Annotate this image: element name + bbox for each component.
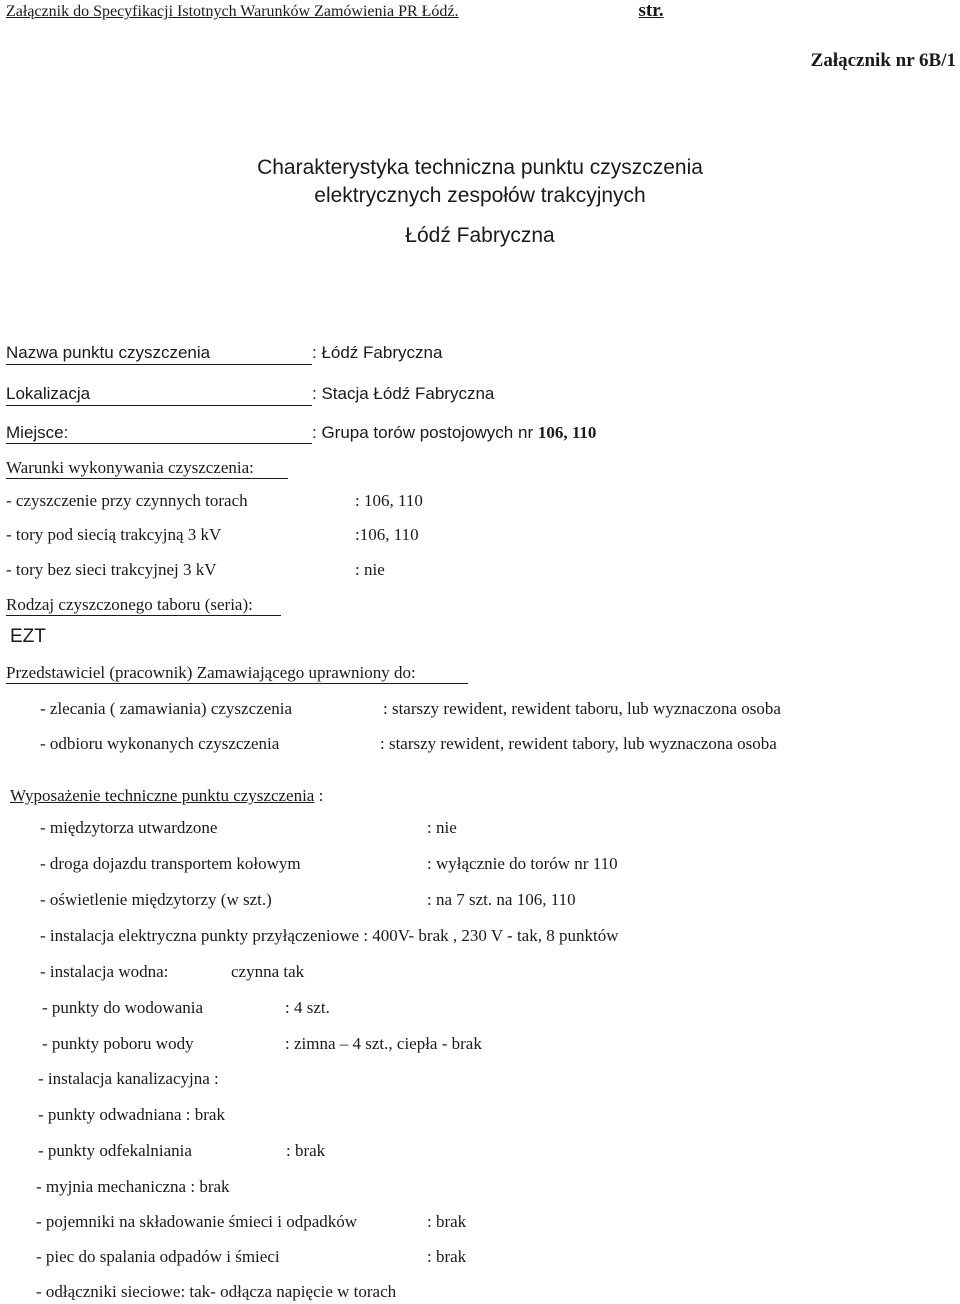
equipment-line-label: - międzytorza utwardzone	[40, 818, 218, 837]
page-label: str.	[638, 0, 664, 21]
name-value: : Łódź Fabryczna	[312, 343, 443, 362]
condition-value: : nie	[355, 560, 385, 579]
equipment-line-value: : nie	[427, 818, 457, 837]
attachment-number: Załącznik nr 6B/1	[810, 50, 956, 71]
condition-label: - tory bez sieci trakcyjnej 3 kV	[6, 560, 217, 579]
representative-item-label: - odbioru wykonanych czyszczenia	[40, 734, 280, 753]
representative-item-value: : starszy rewident, rewident tabory, lub wyznaczona osoba	[380, 734, 777, 753]
condition-value: :106, 110	[355, 525, 419, 544]
rolling-stock-heading: Rodzaj czyszczonego taboru (seria):	[6, 595, 253, 614]
equipment-line-label: - oświetlenie międzytorzy (w szt.)	[40, 890, 272, 909]
header-text	[6, 0, 664, 22]
representative-item-value: : starszy rewident, rewident taboru, lub wyznaczona osoba	[383, 699, 781, 718]
equipment-line-label: - instalacja kanalizacyjna :	[38, 1069, 219, 1088]
equipment-line-label: - myjnia mechaniczna : brak	[36, 1177, 230, 1196]
equipment-line-label: - punkty poboru wody	[42, 1034, 194, 1053]
equipment-line-value: : brak	[427, 1212, 467, 1231]
equipment-line-value: : na 7 szt. na 106, 110	[427, 890, 576, 909]
equipment-line-value: : zimna – 4 szt., ciepła - brak	[285, 1034, 482, 1053]
place-label: Miejsce:	[6, 423, 69, 442]
rolling-stock-value: EZT	[10, 626, 46, 647]
equipment-line-label: - instalacja wodna:	[40, 962, 169, 981]
condition-label: - tory pod siecią trakcyjną 3 kV	[6, 525, 222, 544]
equipment-line-value: : 4 szt.	[285, 998, 330, 1017]
condition-value: : 106, 110	[355, 491, 423, 510]
place-value-text: : Grupa torów postojowych nr	[312, 423, 538, 442]
equipment-line-value: czynna tak	[231, 962, 305, 981]
equipment-line-value: : brak	[427, 1247, 467, 1266]
representative-underline	[6, 683, 468, 684]
condition-label: - czyszczenie przy czynnych torach	[6, 491, 248, 510]
rolling-stock-underline	[6, 615, 281, 616]
equipment-line-value: : wyłącznie do torów nr 110	[427, 854, 618, 873]
equipment-line-label: - piec do spalania odpadów i śmieci	[36, 1247, 280, 1266]
equipment-line-label: - pojemniki na składowanie śmieci i odpadków	[36, 1212, 358, 1231]
equipment-line-label: - droga dojazdu transportem kołowym	[40, 854, 301, 873]
place-underline	[6, 443, 312, 444]
location-underline	[6, 405, 312, 406]
equipment-line-label: - instalacja elektryczna punkty przyłączeniowe : 400V- brak , 230 V - tak, 8 punktów	[40, 926, 619, 945]
equipment-heading	[10, 786, 323, 806]
header-spec-text: Załącznik do Specyfikacji Istotnych Warunków Zamówienia PR Łódź.	[6, 3, 459, 20]
conditions-heading: Warunki wykonywania czyszczenia:	[6, 458, 254, 477]
equipment-heading-text: Wyposażenie techniczne punktu czyszczenia	[10, 786, 315, 805]
name-label: Nazwa punktu czyszczenia	[6, 343, 211, 362]
title-line-1: Charakterystyka techniczna punktu czyszczenia	[257, 156, 703, 179]
equipment-line-label: - punkty do wodowania	[42, 998, 204, 1017]
conditions-heading-underline	[6, 478, 288, 479]
representative-item-label: - zlecania ( zamawiania) czyszczenia	[40, 699, 292, 718]
representative-heading: Przedstawiciel (pracownik) Zamawiającego uprawniony do:	[6, 663, 416, 682]
equipment-line-label: - punkty odfekalniania	[38, 1141, 192, 1160]
title-line-3: Łódź Fabryczna	[405, 224, 555, 247]
equipment-line-value: : brak	[286, 1141, 326, 1160]
location-label: Lokalizacja	[6, 384, 91, 403]
location-value: : Stacja Łódź Fabryczna	[312, 384, 495, 403]
name-underline	[6, 364, 312, 365]
equipment-line-label: - punkty odwadniana : brak	[38, 1105, 225, 1124]
equipment-heading-suffix: :	[314, 786, 324, 805]
place-value	[312, 423, 596, 443]
equipment-line-label: - odłączniki sieciowe: tak- odłącza napięcie w torach	[36, 1282, 397, 1301]
place-track-numbers: 106, 110	[537, 423, 597, 442]
title-line-2: elektrycznych zespołów trakcyjnych	[314, 184, 646, 207]
